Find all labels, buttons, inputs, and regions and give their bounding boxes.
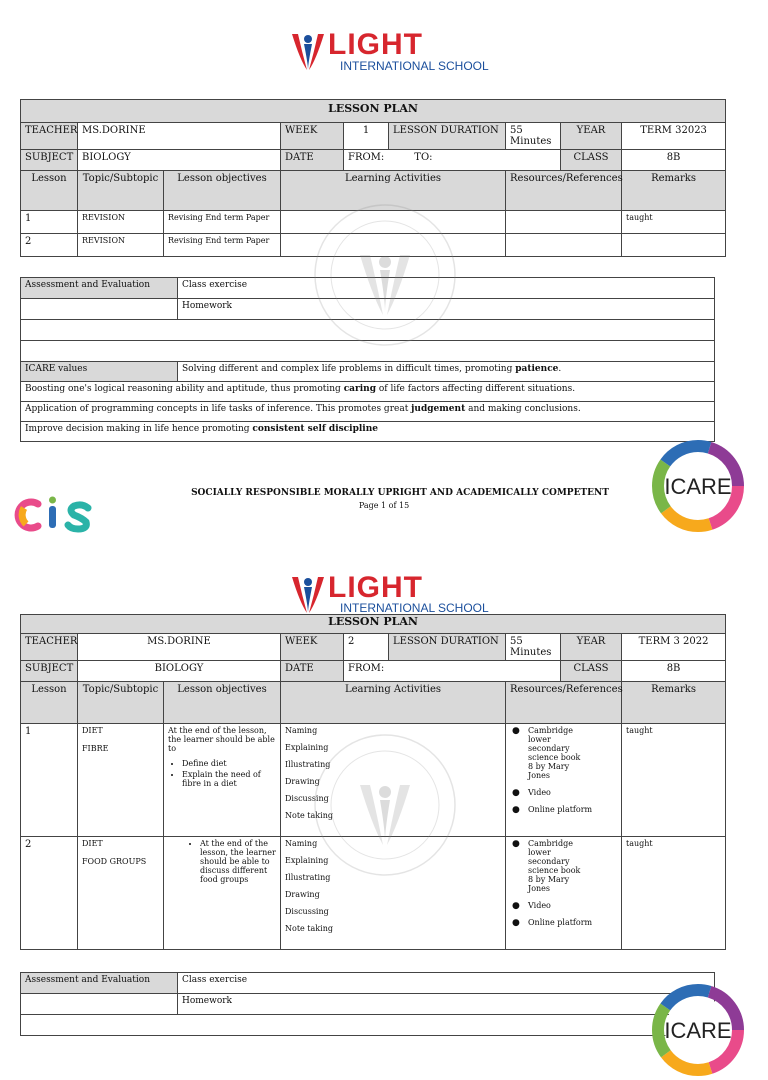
row-topic: REVISION [78,211,164,234]
icare-value-3: Application of programming concepts in life tasks of inference. This promotes great judgement and making conclusions. [21,402,715,422]
col-remarks: Remarks [622,171,726,211]
teacher-label: TEACHER [21,634,78,661]
page-title: LESSON PLAN [21,100,726,123]
assessment-item-2: Homework [178,994,715,1015]
table-row [21,234,726,257]
row-remarks: taught [622,724,726,837]
class-value: 8B [622,150,726,171]
row-num: 2 [21,234,78,257]
school-name-word: LIGHT [328,28,423,61]
week-label: WEEK [281,634,344,661]
year-value: TERM 32023 [622,123,726,150]
assessment-label: Assessment and Evaluation [21,973,178,994]
objective-item: • Define diet [182,759,276,768]
resource-item: ● Online platform [510,918,617,927]
assessment-item-1: Class exercise [178,278,715,299]
objective-item: • At the end of the lesson, the learner should be able to discuss different food groups [200,839,276,884]
footer-motto: SOCIALLY RESPONSIBLE MORALLY UPRIGHT AND ACADEMICALLY COMPETENT [191,488,609,498]
duration-label: LESSON DURATION [389,634,506,661]
duration-value: 55 Minutes [506,123,561,150]
class-value: 8B [622,661,726,682]
row-objective: Revising End term Paper [164,211,281,234]
class-label: CLASS [561,150,622,171]
duration-value: 55 Minutes [506,634,561,661]
resource-item: ● Cambridge lower secondary science book 8 by Mary Jones [510,839,617,893]
col-lesson: Lesson [21,682,78,724]
teacher-label: TEACHER [21,123,78,150]
assessment-table-2 [20,972,715,1036]
school-emblem-icon [290,30,326,72]
objective-intro: At the end of the lesson, the learner should be able to [168,726,275,753]
year-label: YEAR [561,634,622,661]
week-label: WEEK [281,123,344,150]
date-from: FROM: [348,152,385,163]
row-num: 1 [21,211,78,234]
school-name-sub: INTERNATIONAL SCHOOL [340,601,489,615]
icare-badge-text: ICARE [664,474,732,499]
school-name-sub: INTERNATIONAL SCHOOL [340,59,489,73]
lesson-plan-table-1 [20,99,726,257]
col-resources: Resources/References [506,171,622,211]
school-logo-top [290,30,490,75]
duration-label: LESSON DURATION [389,123,506,150]
table-row [21,211,726,234]
row-remarks: taught [622,837,726,950]
date-value: FROM: [344,661,561,682]
subject-label: SUBJECT [21,661,78,682]
icare-badge [652,440,744,532]
table-row [21,724,726,837]
row-topic: DIET FOOD GROUPS [78,837,164,950]
row-num: 1 [21,724,78,837]
row-objectives [164,724,281,837]
icare-label: ICARE values [21,362,178,382]
icare-value-4: Improve decision making in life hence promoting consistent self discipline [21,422,715,442]
cis-logo-icon [16,496,96,534]
col-resources: Resources/References [506,682,622,724]
date-value [344,150,561,171]
date-label: DATE [281,661,344,682]
assessment-table-1 [20,277,715,442]
row-activities [281,234,506,257]
row-resources [506,234,622,257]
resource-item: ● Cambridge lower secondary science book 8 by Mary Jones [510,726,617,780]
svg-text:ICARE: ICARE [664,1018,732,1043]
footer-page-number: Page 1 of 15 [358,501,410,510]
year-label: YEAR [561,123,622,150]
teacher-value: MS.DORINE [78,123,281,150]
icare-badge-icon [652,984,744,1076]
week-value: 2 [344,634,389,661]
row-resources [506,724,622,837]
teacher-value: MS.DORINE [78,634,281,661]
icare-value-2: Boosting one's logical reasoning ability and aptitude, thus promoting caring of life factors affecting different situations. [21,382,715,402]
assessment-item-2: Homework [178,299,715,320]
col-objectives: Lesson objectives [164,682,281,724]
col-lesson: Lesson [21,171,78,211]
school-emblem-icon [290,573,326,615]
col-objectives: Lesson objectives [164,171,281,211]
school-name-word: LIGHT [328,571,423,604]
row-topic: REVISION [78,234,164,257]
subject-value: BIOLOGY [78,150,281,171]
date-label: DATE [281,150,344,171]
school-logo-page2 [290,573,490,618]
class-label: CLASS [561,661,622,682]
objective-item: • Explain the need of fibre in a diet [182,770,276,788]
icare-badge-icon [652,440,744,532]
row-remarks [622,234,726,257]
assessment-item-1: Class exercise [178,973,715,994]
row-remarks: taught [622,211,726,234]
subject-value: BIOLOGY [78,661,281,682]
col-topic: Topic/Subtopic [78,682,164,724]
col-activities: Learning Activities [281,171,506,211]
row-num: 2 [21,837,78,950]
assessment-label: Assessment and Evaluation [21,278,178,299]
icare-value-1: Solving different and complex life problems in difficult times, promoting patience. [178,362,715,382]
col-remarks: Remarks [622,682,726,724]
row-activities: Naming Explaining Illustrating Drawing Discussing Note taking [281,837,506,950]
row-objectives [164,837,281,950]
row-resources [506,837,622,950]
date-to: TO: [414,152,433,163]
page-title: LESSON PLAN [21,615,726,634]
resource-item: ● Video [510,788,617,797]
row-activities [281,211,506,234]
row-objective: Revising End term Paper [164,234,281,257]
subject-label: SUBJECT [21,150,78,171]
table-row [21,837,726,950]
row-resources [506,211,622,234]
resource-item: ● Online platform [510,805,617,814]
icare-badge-partial [652,984,744,1043]
row-topic: DIET FIBRE [78,724,164,837]
year-value: TERM 3 2022 [622,634,726,661]
row-activities: Naming Explaining Illustrating Drawing Discussing Note taking [281,724,506,837]
col-activities: Learning Activities [281,682,506,724]
lesson-plan-table-2 [20,614,726,950]
week-value: 1 [344,123,389,150]
cis-logo [16,496,96,534]
col-topic: Topic/Subtopic [78,171,164,211]
resource-item: ● Video [510,901,617,910]
